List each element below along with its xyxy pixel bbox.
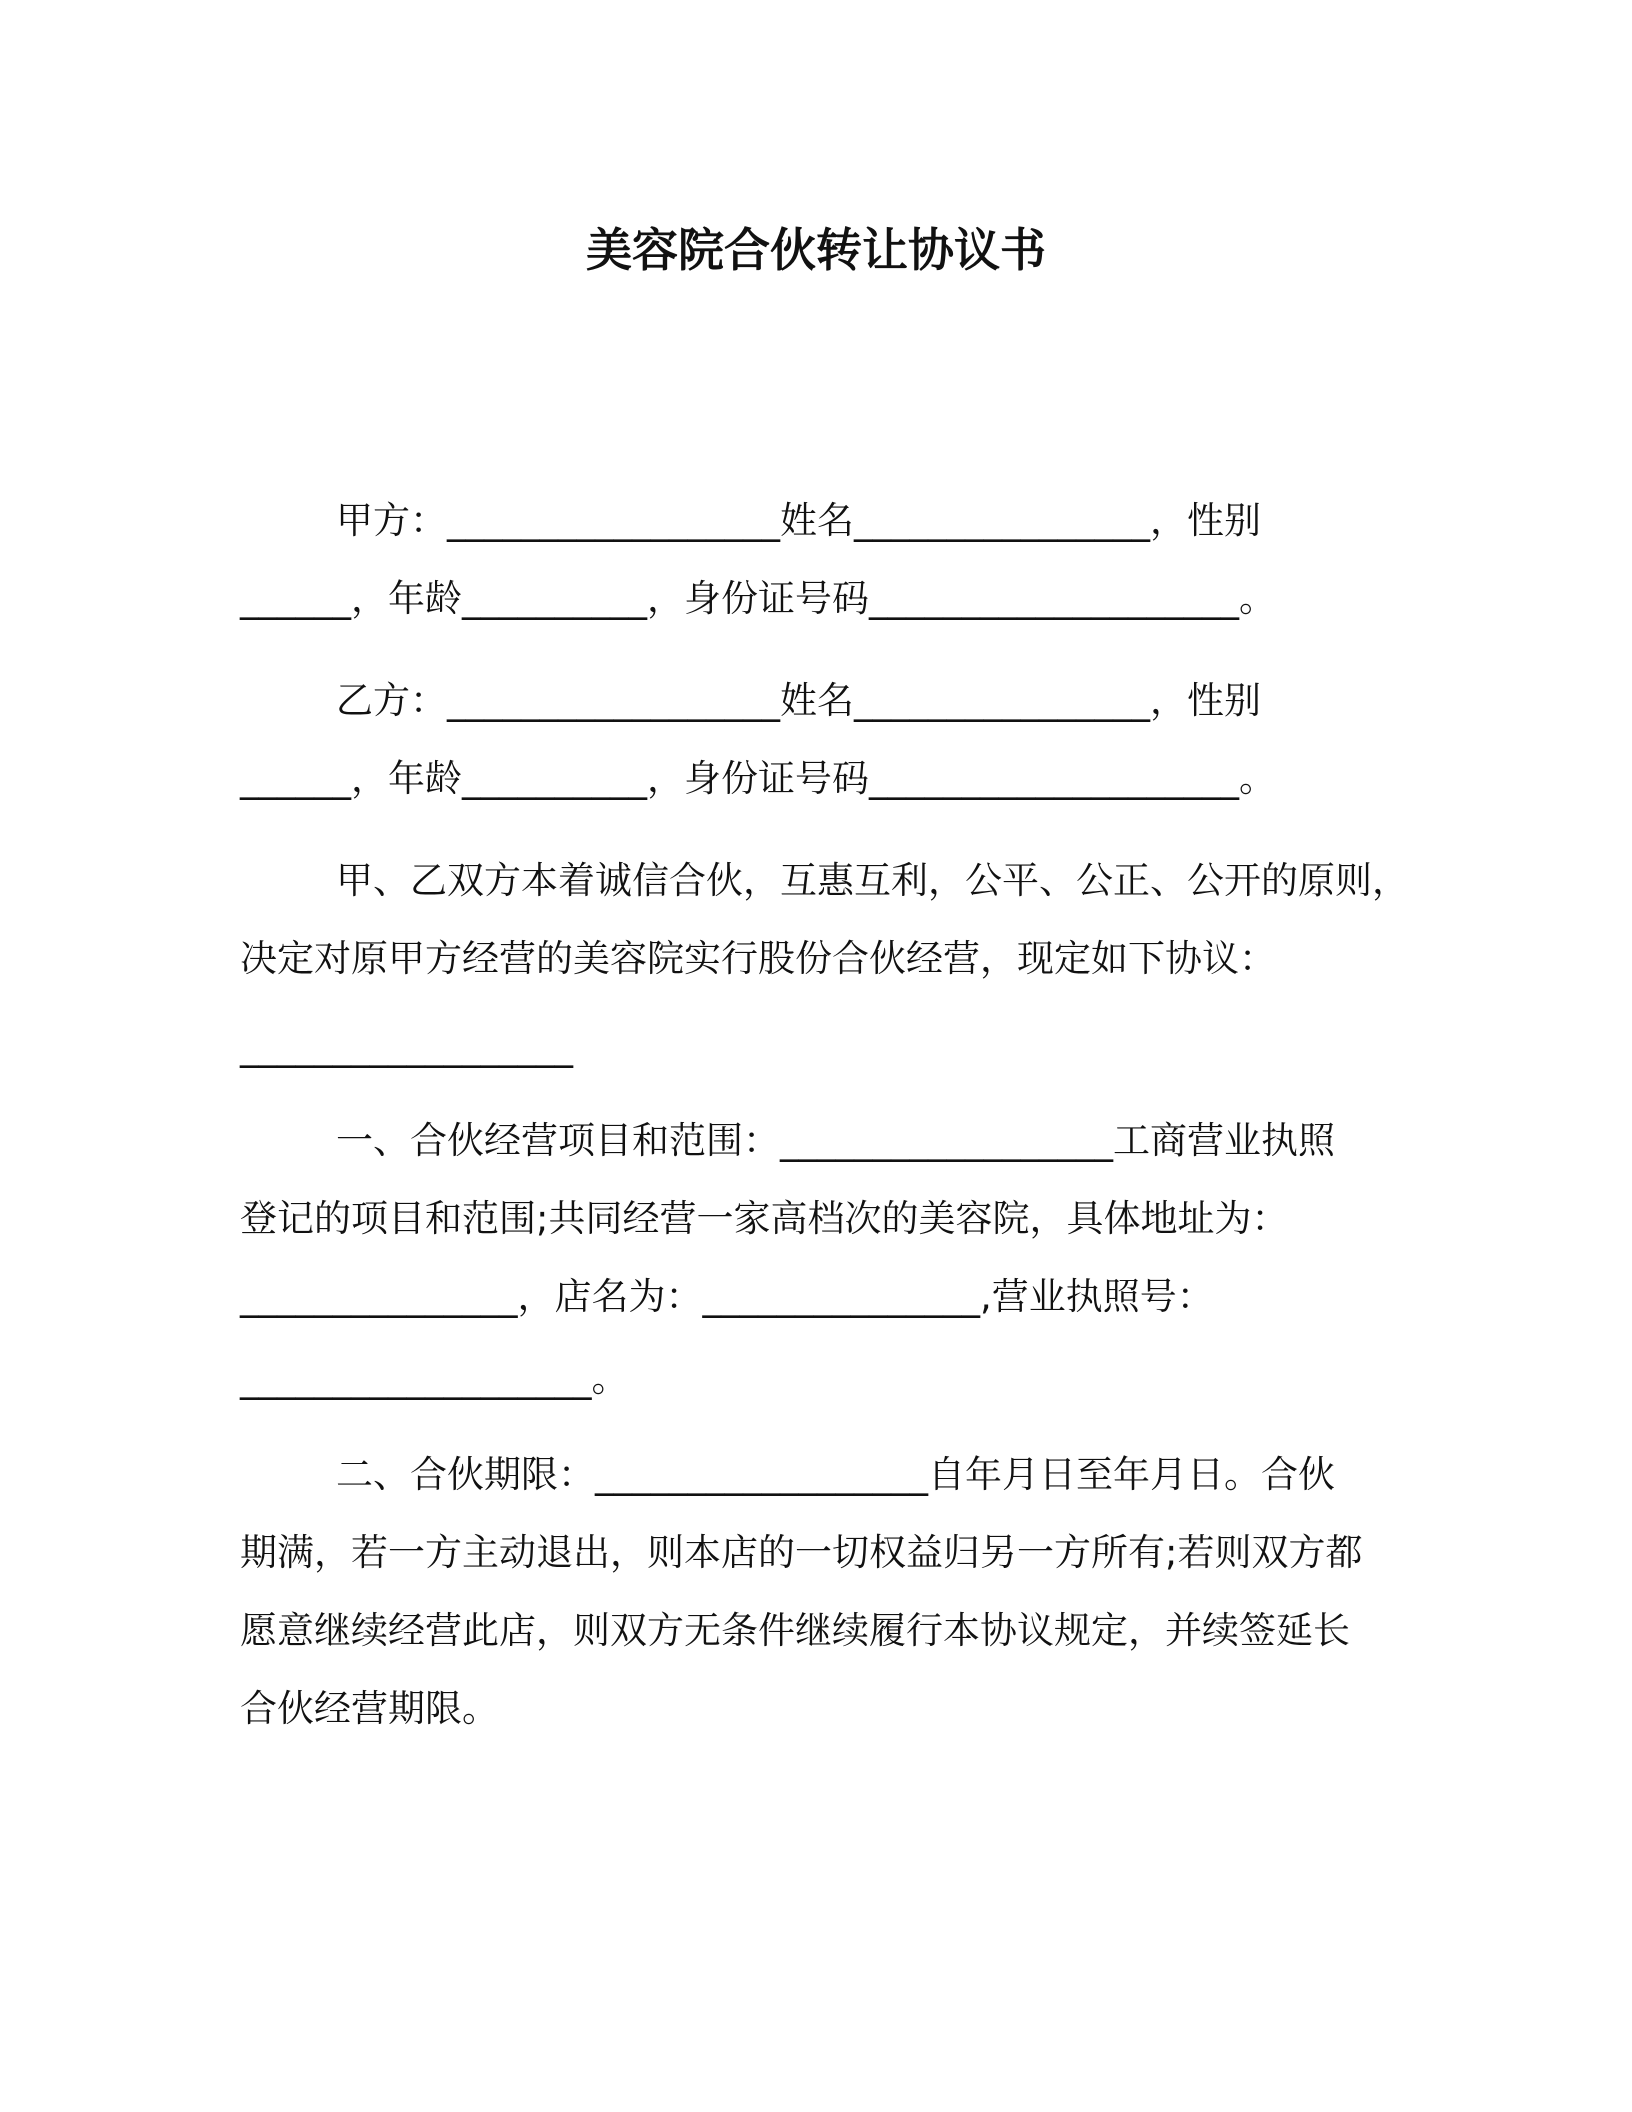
preamble-blank-line: __________________ (240, 1025, 573, 1068)
clause-1-line-1: 一、合伙经营项目和范围：__________________工商营业执照 (336, 1119, 1335, 1162)
preamble-line-1: 甲、乙双方本着诚信合伙，互惠互利，公平、公正、公开的原则， (336, 859, 1409, 902)
clause-1-line-2: 登记的项目和范围;共同经营一家高档次的美容院，具体地址为： (240, 1197, 1289, 1240)
preamble-line-2: 决定对原甲方经营的美容院实行股份合伙经营，现定如下协议： (240, 937, 1276, 980)
document-title: 美容院合伙转让协议书 (586, 223, 1046, 277)
clause-2-line-4: 合伙经营期限。 (240, 1687, 499, 1730)
clause-2-line-1: 二、合伙期限：__________________自年月日至年月日。合伙 (336, 1453, 1335, 1496)
party-b-line-1: 乙方：__________________姓名________________，性别 (336, 679, 1261, 722)
clause-1-line-3: _______________，店名为：_______________,营业执照号： (240, 1275, 1214, 1318)
party-a-line-2: ______，年龄__________，身份证号码____________________。 (240, 577, 1276, 620)
clause-2-line-3: 愿意继续经营此店，则双方无条件继续履行本协议规定，并续签延长 (240, 1609, 1350, 1652)
clause-1-line-4: ___________________。 (240, 1357, 629, 1400)
party-a-line-1: 甲方：__________________姓名________________，性别 (336, 499, 1261, 542)
clause-2-line-2: 期满，若一方主动退出，则本店的一切权益归另一方所有;若则双方都 (240, 1531, 1363, 1574)
party-b-line-2: ______，年龄__________，身份证号码____________________。 (240, 757, 1276, 800)
